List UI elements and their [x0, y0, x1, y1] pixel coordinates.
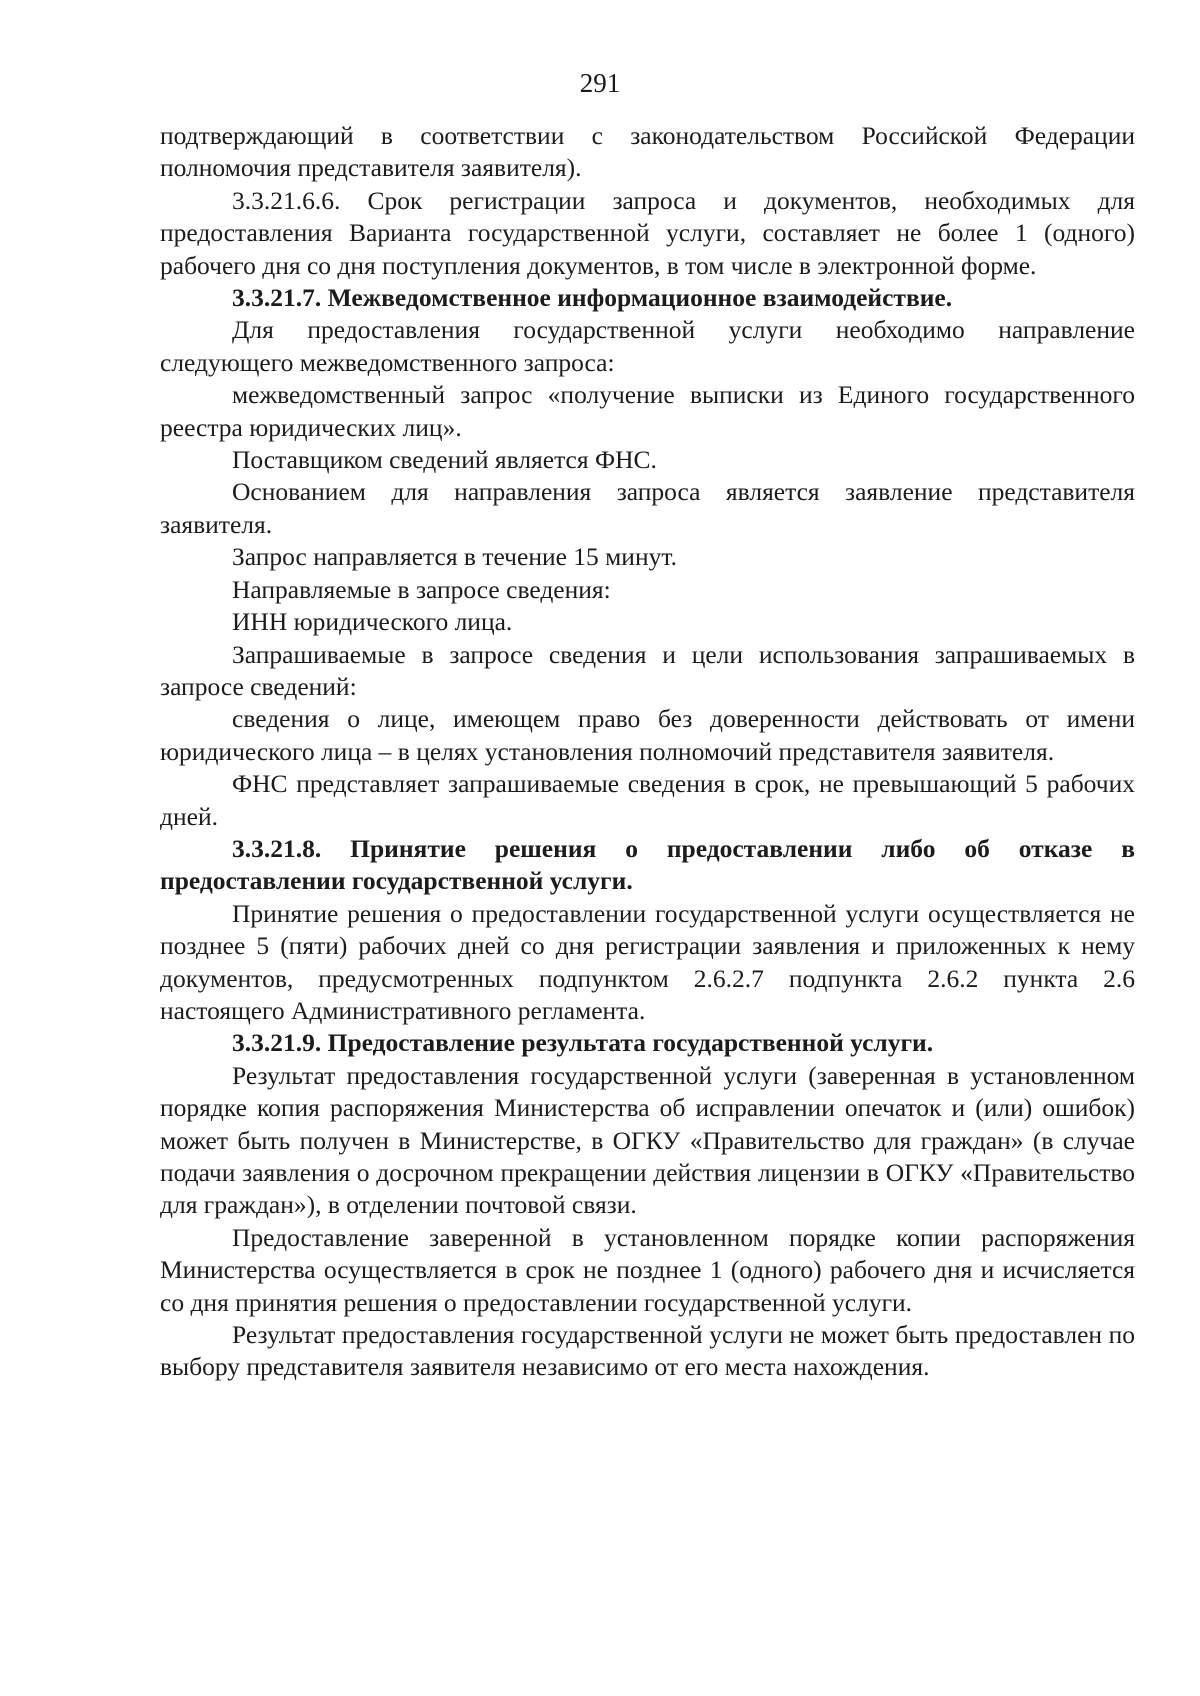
paragraph: Запрашиваемые в запросе сведения и цели использования запрашиваемых в запросе сведений:: [160, 639, 1135, 701]
paragraph: сведения о лице, имеющем право без доверенности действовать от имени юридического лица – в целях установления полномочий представителя заявителя.: [160, 704, 1135, 766]
paragraph: межведомственный запрос «получение выписки из Единого государственного реестра юридических лиц».: [160, 380, 1135, 442]
section-heading: 3.3.21.8. Принятие решения о предоставлении либо об отказе в предоставлении государственной услуги.: [160, 833, 1135, 896]
paragraph: Результат предоставления государственной услуги не может быть предоставлен по выбору представителя заявителя независимо от его места нахождения.: [160, 1320, 1135, 1382]
paragraph: подтверждающий в соответствии с законодательством Российской Федерации полномочия представителя заявителя).: [160, 121, 1135, 183]
paragraph: Поставщиком сведений является ФНС.: [232, 445, 657, 475]
paragraph: 3.3.21.6.6. Срок регистрации запроса и документов, необходимых для предоставления Варианта государственной услуги, составляет не более 1 (одного) рабочего дня со дня поступления документов, в том числе в электронной форме.: [160, 185, 1135, 280]
paragraph: Для предоставления государственной услуги необходимо направление следующего межведомственного запроса:: [160, 315, 1135, 377]
paragraph: Результат предоставления государственной услуги (заверенная в установленном порядке копия распоряжения Министерства об исправлении опечаток и (или) ошибок) может быть получен в Министерстве, в ОГКУ «Правительство для граждан» (в случае подачи заявления о досрочном прекращении действия лицензии в ОГКУ «Правительство для граждан»), в отделении почтовой связи.: [160, 1060, 1135, 1220]
paragraph: Направляемые в запросе сведения:: [232, 574, 611, 604]
paragraph: Основанием для направления запроса является заявление представителя заявителя.: [160, 477, 1135, 539]
paragraph: Предоставление заверенной в установленном порядке копии распоряжения Министерства осуществляется в срок не позднее 1 (одного) рабочего дня и исчисляется со дня принятия решения о предоставлении государственной услуги.: [160, 1222, 1135, 1317]
paragraph: Запрос направляется в течение 15 минут.: [232, 542, 677, 572]
page-number: 291: [579, 68, 621, 98]
paragraph: ИНН юридического лица.: [232, 607, 513, 637]
paragraph: ФНС представляет запрашиваемые сведения в срок, не превышающий 5 рабочих дней.: [160, 769, 1135, 831]
paragraph: Принятие решения о предоставлении государственной услуги осуществляется не позднее 5 (пяти) рабочих дней со дня регистрации заявления и приложенных к нему документов, предусмотренных подпунктом 2.6.2.7 подпункта 2.6.2 пункта 2.6 настоящего Административного регламента.: [160, 898, 1135, 1025]
document-body: [160, 120, 1135, 1384]
section-heading: 3.3.21.9. Предоставление результата государственной услуги.: [232, 1028, 934, 1058]
section-heading: 3.3.21.7. Межведомственное информационное взаимодействие.: [232, 283, 953, 313]
